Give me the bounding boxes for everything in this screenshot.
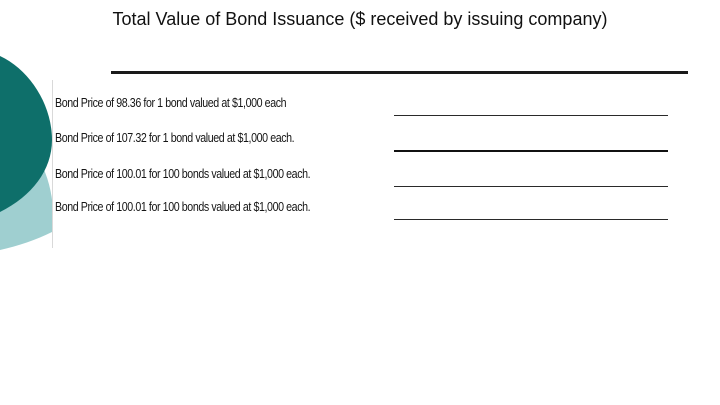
answer-blank-line (394, 115, 668, 116)
bond-row-1 (53, 93, 673, 113)
bond-row-label: Bond Price of 100.01 for 100 bonds valued at $1,000 each. (55, 199, 311, 214)
answer-blank-line (394, 150, 668, 152)
bond-row-3 (53, 164, 673, 184)
slide-title: Total Value of Bond Issuance ($ received by issuing company) (112, 9, 608, 29)
bond-row-2 (53, 128, 673, 148)
bond-exercise-panel (52, 80, 673, 248)
answer-blank-line (394, 186, 668, 187)
bond-row-label: Bond Price of 107.32 for 1 bond valued at $1,000 each. (55, 130, 295, 145)
decorative-accent-shapes (0, 0, 60, 260)
title-underline-rule (111, 71, 688, 74)
bond-row-label: Bond Price of 98.36 for 1 bond valued at $1,000 each (55, 95, 287, 110)
answer-blank-line (394, 219, 668, 220)
bond-row-4 (53, 197, 673, 217)
bond-row-label: Bond Price of 100.01 for 100 bonds valued at $1,000 each. (55, 166, 311, 181)
